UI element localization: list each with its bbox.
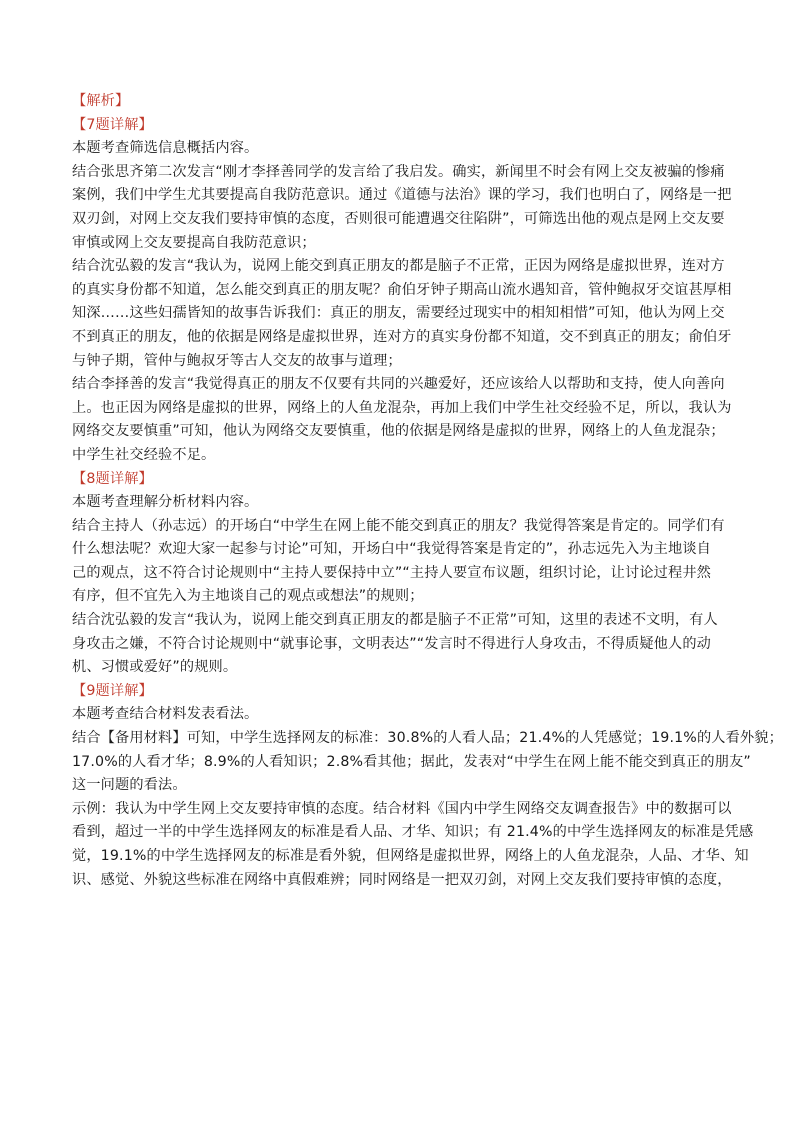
text-line: 的真实身份都不知道，怎么能交到真正的朋友呢？俞伯牙钟子期高山流水遇知音，管仲鲍叔牙交谊甚厚相 [72, 281, 732, 298]
text-line: 17.0%的人看才华；8.9%的人看知识；2.8%看其他；据此，发表对“中学生在网上能不能交到真正的朋友” [72, 753, 751, 770]
text-line: 本题考查筛选信息概括内容。 [72, 140, 259, 157]
document-body [72, 90, 783, 892]
text-line: 觉，19.1%的中学生选择网友的标准是看外貌，但网络是虚拟世界，网络上的人鱼龙混杂，人品、才华、知 [72, 848, 749, 864]
text-line: 本题考查理解分析材料内容。 [72, 494, 259, 511]
text-line: 示例：我认为中学生网上交友要持审慎的态度。结合材料《国内中学生网络交友调查报告》中的数据可以 [72, 800, 732, 817]
text-line: 有序，但不宜先入为主地谈自己的观点或想法”的规则； [72, 588, 424, 605]
text-line: 双刃剑，对网上交友我们要持审慎的态度，否则很可能遭遇交往陷阱”，可筛选出他的观点是网上交友要 [72, 210, 725, 227]
text-line: 这一问题的看法。 [72, 777, 187, 794]
q9-heading: 【9题详解】 [72, 682, 153, 699]
text-line: 己的观点，这不符合讨论规则中“主持人要保持中立”“主持人要宣布议题，组织讨论，让讨论过程井然 [72, 564, 712, 581]
text-line: 身攻击之嫌，不符合讨论规则中“就事论事，文明表达”“发言时不得进行人身攻击，不得质疑他人的动 [72, 635, 712, 652]
text-line: 不到真正的朋友，他的依据是网络是虚拟世界，连对方的真实身份都不知道，交不到真正的朋友；俞伯牙 [72, 328, 732, 345]
text-line: 识、感觉、外貌这些标准在网络中真假难辨；同时网络是一把双刃剑，对网上交友我们要持审慎的态度， [72, 871, 732, 888]
text-line: 与钟子期，管仲与鲍叔牙等古人交友的故事与道理； [72, 352, 402, 369]
text-line: 中学生社交经验不足。 [72, 446, 216, 463]
text-line: 结合沈弘毅的发言“我认为，说网上能交到真正朋友的都是脑子不正常，正因为网络是虚拟世界，连对方 [72, 258, 725, 275]
text-line: 网络交友要慎重”可知，他认为网络交友要慎重，他的依据是网络是虚拟的世界，网络上的人鱼龙混杂； [72, 423, 725, 440]
q7-heading: 【7题详解】 [72, 116, 153, 133]
text-line: 什么想法呢？欢迎大家一起参与讨论”可知，开场白中“我觉得答案是肯定的”，孙志远先入为主地谈自 [72, 541, 712, 558]
text-line: 结合沈弘毅的发言“我认为，说网上能交到真正朋友的都是脑子不正常”可知，这里的表述不文明，有人 [72, 612, 718, 629]
text-line: 审慎或网上交友要提高自我防范意识； [72, 234, 316, 251]
text-line: 结合【备用材料】可知，中学生选择网友的标准：30.8%的人看人品；21.4%的人凭感觉；19.1%的人看外貌； [72, 730, 783, 747]
text-line: 上。也正因为网络是虚拟的世界，网络上的人鱼龙混杂，再加上我们中学生社交经验不足，所以，我认为 [72, 399, 732, 416]
text-line: 机、习惯或爱好”的规则。 [72, 659, 238, 676]
analysis-heading: 【解析】 [72, 93, 130, 109]
text-line: 看到，超过一半的中学生选择网友的标准是看人品、才华、知识；有 21.4%的中学生选择网友的标准是凭感 [72, 824, 754, 841]
text-line: 结合张思齐第二次发言“刚才李择善同学的发言给了我启发。确实，新闻里不时会有网上交友被骗的惨痛 [72, 163, 725, 180]
q8-heading: 【8题详解】 [72, 470, 153, 487]
text-line: 结合主持人（孙志远）的开场白“中学生在网上能不能交到真正的朋友？我觉得答案是肯定的。同学们有 [72, 517, 725, 534]
text-line: 案例，我们中学生尤其要提高自我防范意识。通过《道德与法治》课的学习，我们也明白了，网络是一把 [72, 187, 732, 204]
text-line: 知深……这些妇孺皆知的故事告诉我们：真正的朋友，需要经过现实中的相知相惜”可知，他认为网上交 [72, 305, 725, 322]
text-line: 结合李择善的发言“我觉得真正的朋友不仅要有共同的兴趣爱好，还应该给人以帮助和支持，使人向善向 [72, 376, 725, 393]
text-line: 本题考查结合材料发表看法。 [72, 706, 259, 723]
